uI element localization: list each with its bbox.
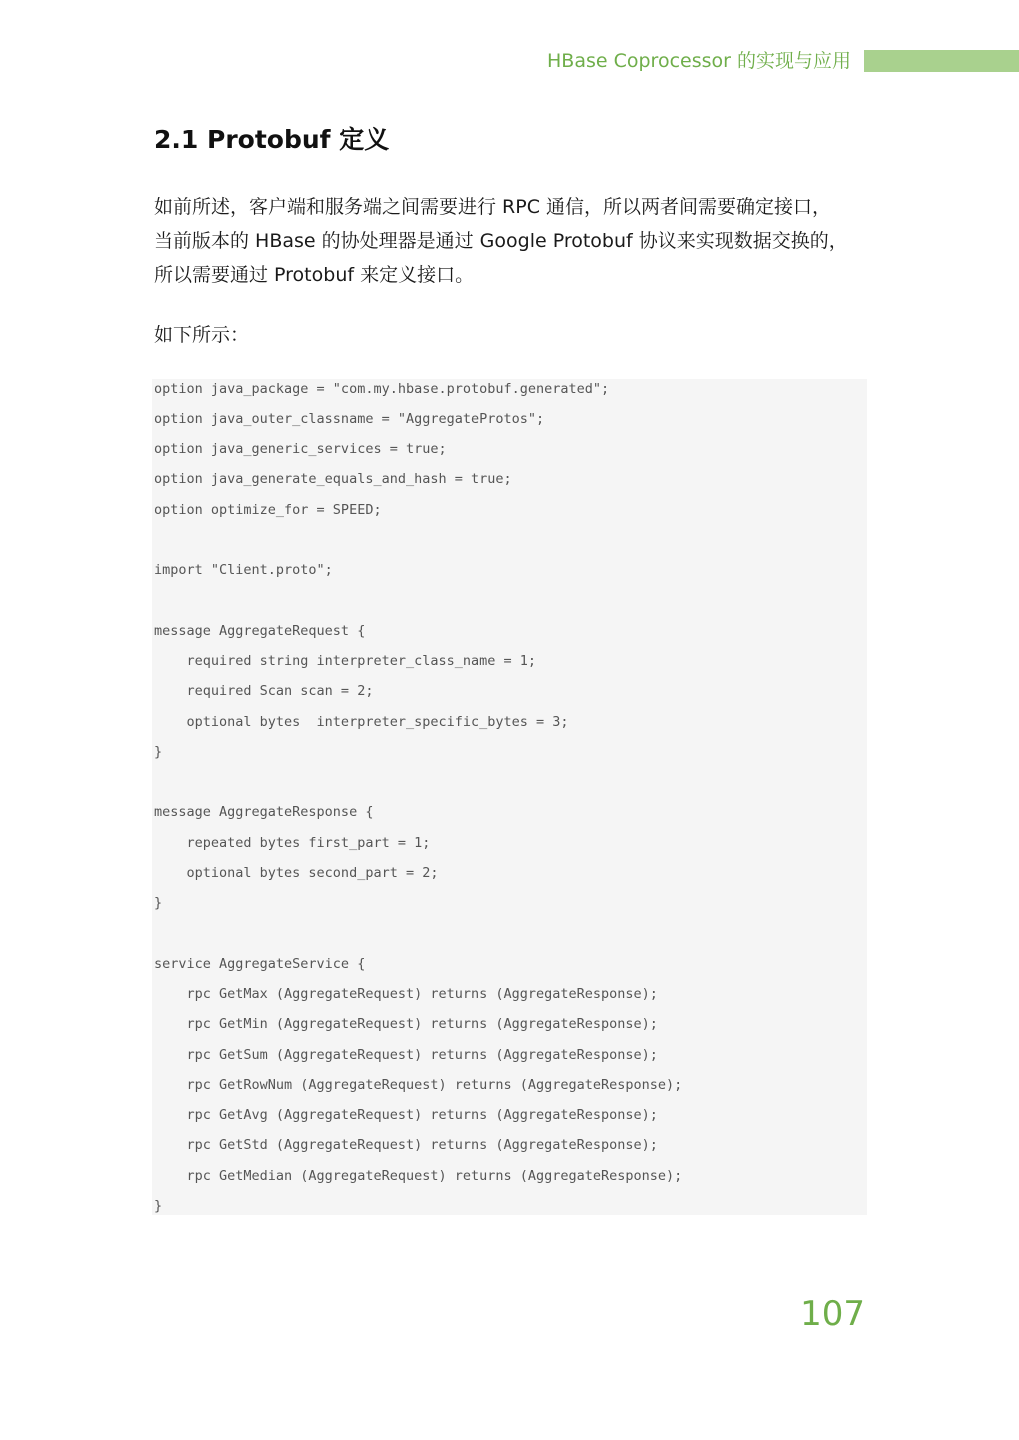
code-line: required Scan scan = 2; [154, 683, 374, 699]
code-line: } [154, 744, 163, 760]
intro-line: 如前所述，客户端和服务端之间需要进行 RPC 通信，所以两者间需要确定接口， [154, 196, 832, 218]
code-line: repeated bytes first_part = 1; [154, 835, 431, 851]
page-number: 107 [800, 1294, 865, 1334]
code-line: rpc GetRowNum (AggregateRequest) returns (AggregateResponse); [154, 1077, 683, 1093]
intro-line: 当前版本的 HBase 的协处理器是通过 Google Protobuf 协议来实现数据交换的， [154, 230, 848, 252]
code-line: optional bytes interpreter_specific_bytes = 3; [154, 714, 569, 730]
code-line: } [154, 895, 163, 911]
code-line: rpc GetMedian (AggregateRequest) returns (AggregateResponse); [154, 1168, 683, 1184]
section-heading: 2.1 Protobuf 定义 [154, 125, 390, 154]
intro-paragraph [154, 190, 874, 292]
code-line: required string interpreter_class_name = 1; [154, 653, 537, 669]
code-line: option java_generic_services = true; [154, 441, 447, 457]
code-line: } [154, 1198, 163, 1214]
code-line: rpc GetMax (AggregateRequest) returns (AggregateResponse); [154, 986, 658, 1002]
code-line: import "Client.proto"; [154, 562, 333, 578]
code-line: rpc GetAvg (AggregateRequest) returns (AggregateResponse); [154, 1107, 658, 1123]
code-line: option optimize_for = SPEED; [154, 502, 382, 518]
code-line: service AggregateService { [154, 956, 366, 972]
code-line: message AggregateRequest { [154, 623, 366, 639]
code-line: message AggregateResponse { [154, 804, 374, 820]
code-line: rpc GetSum (AggregateRequest) returns (AggregateResponse); [154, 1047, 658, 1063]
code-line: optional bytes second_part = 2; [154, 865, 439, 881]
code-block [152, 379, 867, 1215]
code-line: option java_outer_classname = "AggregateProtos"; [154, 411, 545, 427]
code-line: option java_package = "com.my.hbase.protobuf.generated"; [154, 381, 610, 397]
code-line: rpc GetStd (AggregateRequest) returns (AggregateResponse); [154, 1137, 658, 1153]
header-accent-bar [864, 50, 1019, 72]
intro-line: 所以需要通过 Protobuf 来定义接口。 [154, 264, 475, 286]
code-line: rpc GetMin (AggregateRequest) returns (AggregateResponse); [154, 1016, 658, 1032]
code-line: option java_generate_equals_and_hash = true; [154, 471, 512, 487]
running-header-title: HBase Coprocessor 的实现与应用 [547, 50, 851, 72]
shown-below-label: 如下所示： [154, 324, 250, 346]
